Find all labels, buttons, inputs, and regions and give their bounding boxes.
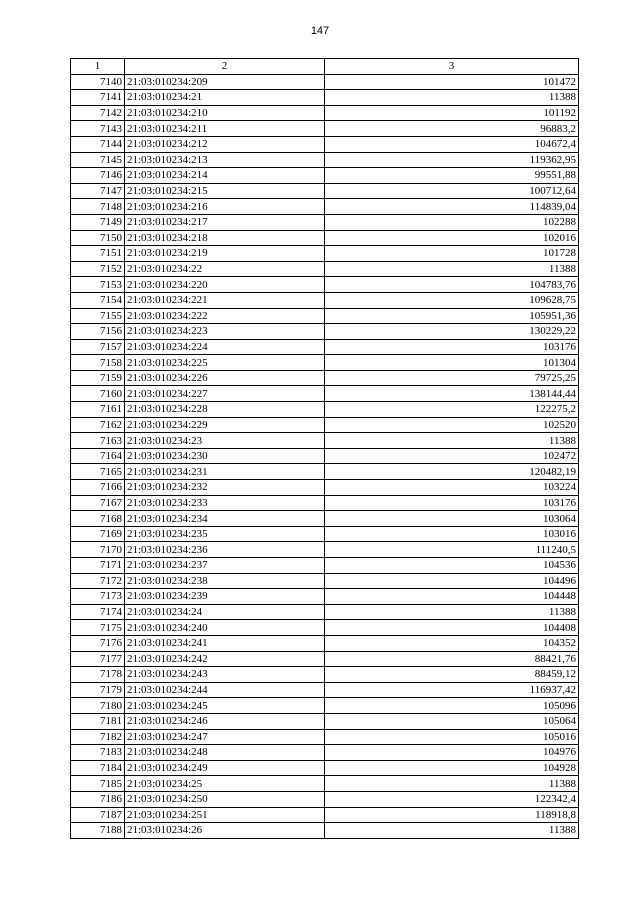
row-number-cell: 7176 — [71, 635, 125, 651]
row-number-cell: 7159 — [71, 370, 125, 386]
cadastral-number-cell: 21:03:010234:225 — [125, 355, 325, 371]
cadastral-number-cell: 21:03:010234:213 — [125, 152, 325, 168]
row-number-cell: 7175 — [71, 620, 125, 636]
table-row — [71, 573, 579, 589]
value-cell: 130229,22 — [325, 324, 579, 340]
table-row — [71, 713, 579, 729]
value-cell: 104496 — [325, 573, 579, 589]
table-row — [71, 168, 579, 184]
row-number-cell: 7153 — [71, 277, 125, 293]
row-number-cell: 7180 — [71, 698, 125, 714]
table-body — [71, 74, 579, 838]
cadastral-number-cell: 21:03:010234:224 — [125, 339, 325, 355]
table-row — [71, 386, 579, 402]
row-number-cell: 7152 — [71, 261, 125, 277]
row-number-cell: 7161 — [71, 402, 125, 418]
cadastral-number-cell: 21:03:010234:210 — [125, 105, 325, 121]
table-row — [71, 74, 579, 90]
cadastral-number-cell: 21:03:010234:212 — [125, 136, 325, 152]
row-number-cell: 7184 — [71, 760, 125, 776]
cadastral-number-cell: 21:03:010234:231 — [125, 464, 325, 480]
value-cell: 88421,76 — [325, 651, 579, 667]
value-cell: 79725,25 — [325, 370, 579, 386]
cadastral-number-cell: 21:03:010234:24 — [125, 604, 325, 620]
row-number-cell: 7154 — [71, 292, 125, 308]
cadastral-number-cell: 21:03:010234:248 — [125, 745, 325, 761]
row-number-cell: 7149 — [71, 214, 125, 230]
value-cell: 103016 — [325, 526, 579, 542]
value-cell: 104536 — [325, 558, 579, 574]
table-row — [71, 136, 579, 152]
value-cell: 11388 — [325, 823, 579, 839]
value-cell: 118918,8 — [325, 807, 579, 823]
row-number-cell: 7147 — [71, 183, 125, 199]
cadastral-table — [70, 58, 579, 839]
table-row — [71, 651, 579, 667]
table-row — [71, 729, 579, 745]
table-row — [71, 261, 579, 277]
row-number-cell: 7185 — [71, 776, 125, 792]
cadastral-number-cell: 21:03:010234:214 — [125, 168, 325, 184]
table-header-row — [71, 59, 579, 75]
value-cell: 88459,12 — [325, 667, 579, 683]
cadastral-number-cell: 21:03:010234:21 — [125, 90, 325, 106]
table-row — [71, 417, 579, 433]
table-row — [71, 199, 579, 215]
cadastral-number-cell: 21:03:010234:219 — [125, 246, 325, 262]
row-number-cell: 7160 — [71, 386, 125, 402]
cadastral-number-cell: 21:03:010234:242 — [125, 651, 325, 667]
table-row — [71, 635, 579, 651]
table-row — [71, 370, 579, 386]
row-number-cell: 7157 — [71, 339, 125, 355]
table-row — [71, 776, 579, 792]
value-cell: 105016 — [325, 729, 579, 745]
value-cell: 111240,5 — [325, 542, 579, 558]
table-row — [71, 339, 579, 355]
cadastral-number-cell: 21:03:010234:209 — [125, 74, 325, 90]
value-cell: 100712,64 — [325, 183, 579, 199]
table-row — [71, 246, 579, 262]
cadastral-number-cell: 21:03:010234:220 — [125, 277, 325, 293]
row-number-cell: 7140 — [71, 74, 125, 90]
value-cell: 99551,88 — [325, 168, 579, 184]
page-number: 147 — [310, 25, 330, 37]
row-number-cell: 7169 — [71, 526, 125, 542]
row-number-cell: 7145 — [71, 152, 125, 168]
table-row — [71, 495, 579, 511]
row-number-cell: 7170 — [71, 542, 125, 558]
row-number-cell: 7172 — [71, 573, 125, 589]
table-row — [71, 745, 579, 761]
table-row — [71, 464, 579, 480]
table-row — [71, 558, 579, 574]
cadastral-number-cell: 21:03:010234:237 — [125, 558, 325, 574]
table-row — [71, 90, 579, 106]
row-number-cell: 7163 — [71, 433, 125, 449]
table-row — [71, 807, 579, 823]
value-cell: 101728 — [325, 246, 579, 262]
table-row — [71, 791, 579, 807]
row-number-cell: 7146 — [71, 168, 125, 184]
value-cell: 103224 — [325, 480, 579, 496]
cadastral-number-cell: 21:03:010234:245 — [125, 698, 325, 714]
cadastral-number-cell: 21:03:010234:222 — [125, 308, 325, 324]
row-number-cell: 7155 — [71, 308, 125, 324]
value-cell: 102520 — [325, 417, 579, 433]
cadastral-number-cell: 21:03:010234:243 — [125, 667, 325, 683]
value-cell: 138144,44 — [325, 386, 579, 402]
row-number-cell: 7156 — [71, 324, 125, 340]
cadastral-number-cell: 21:03:010234:246 — [125, 713, 325, 729]
header-col-1: 1 — [71, 59, 125, 75]
row-number-cell: 7142 — [71, 105, 125, 121]
table-row — [71, 511, 579, 527]
value-cell: 103064 — [325, 511, 579, 527]
row-number-cell: 7186 — [71, 791, 125, 807]
table-row — [71, 152, 579, 168]
table-row — [71, 620, 579, 636]
row-number-cell: 7158 — [71, 355, 125, 371]
table-row — [71, 214, 579, 230]
cadastral-number-cell: 21:03:010234:247 — [125, 729, 325, 745]
value-cell: 104352 — [325, 635, 579, 651]
table-row — [71, 230, 579, 246]
cadastral-number-cell: 21:03:010234:218 — [125, 230, 325, 246]
value-cell: 11388 — [325, 261, 579, 277]
value-cell: 122342,4 — [325, 791, 579, 807]
cadastral-number-cell: 21:03:010234:230 — [125, 448, 325, 464]
cadastral-number-cell: 21:03:010234:244 — [125, 682, 325, 698]
row-number-cell: 7188 — [71, 823, 125, 839]
cadastral-number-cell: 21:03:010234:251 — [125, 807, 325, 823]
row-number-cell: 7162 — [71, 417, 125, 433]
cadastral-number-cell: 21:03:010234:240 — [125, 620, 325, 636]
cadastral-number-cell: 21:03:010234:26 — [125, 823, 325, 839]
value-cell: 122275,2 — [325, 402, 579, 418]
table-row — [71, 667, 579, 683]
value-cell: 101192 — [325, 105, 579, 121]
table-row — [71, 448, 579, 464]
value-cell: 101472 — [325, 74, 579, 90]
cadastral-number-cell: 21:03:010234:239 — [125, 589, 325, 605]
value-cell: 114839,04 — [325, 199, 579, 215]
row-number-cell: 7174 — [71, 604, 125, 620]
cadastral-number-cell: 21:03:010234:236 — [125, 542, 325, 558]
value-cell: 104408 — [325, 620, 579, 636]
table-row — [71, 355, 579, 371]
cadastral-number-cell: 21:03:010234:23 — [125, 433, 325, 449]
cadastral-number-cell: 21:03:010234:25 — [125, 776, 325, 792]
row-number-cell: 7173 — [71, 589, 125, 605]
row-number-cell: 7171 — [71, 558, 125, 574]
value-cell: 119362,95 — [325, 152, 579, 168]
value-cell: 105951,36 — [325, 308, 579, 324]
cadastral-number-cell: 21:03:010234:228 — [125, 402, 325, 418]
value-cell: 103176 — [325, 339, 579, 355]
cadastral-number-cell: 21:03:010234:221 — [125, 292, 325, 308]
cadastral-number-cell: 21:03:010234:234 — [125, 511, 325, 527]
table-row — [71, 324, 579, 340]
value-cell: 102288 — [325, 214, 579, 230]
value-cell: 104448 — [325, 589, 579, 605]
cadastral-number-cell: 21:03:010234:223 — [125, 324, 325, 340]
table-row — [71, 760, 579, 776]
value-cell: 104928 — [325, 760, 579, 776]
table-row — [71, 698, 579, 714]
value-cell: 11388 — [325, 604, 579, 620]
cadastral-number-cell: 21:03:010234:216 — [125, 199, 325, 215]
cadastral-number-cell: 21:03:010234:235 — [125, 526, 325, 542]
table-row — [71, 682, 579, 698]
row-number-cell: 7150 — [71, 230, 125, 246]
row-number-cell: 7168 — [71, 511, 125, 527]
cadastral-number-cell: 21:03:010234:215 — [125, 183, 325, 199]
header-col-2: 2 — [125, 59, 325, 75]
value-cell: 102016 — [325, 230, 579, 246]
row-number-cell: 7141 — [71, 90, 125, 106]
table-row — [71, 402, 579, 418]
value-cell: 104783,76 — [325, 277, 579, 293]
row-number-cell: 7151 — [71, 246, 125, 262]
row-number-cell: 7144 — [71, 136, 125, 152]
table-row — [71, 433, 579, 449]
value-cell: 102472 — [325, 448, 579, 464]
value-cell: 11388 — [325, 776, 579, 792]
table-row — [71, 105, 579, 121]
table-row — [71, 292, 579, 308]
row-number-cell: 7167 — [71, 495, 125, 511]
table-row — [71, 823, 579, 839]
row-number-cell: 7148 — [71, 199, 125, 215]
value-cell: 101304 — [325, 355, 579, 371]
cadastral-number-cell: 21:03:010234:233 — [125, 495, 325, 511]
value-cell: 11388 — [325, 433, 579, 449]
table-row — [71, 589, 579, 605]
cadastral-number-cell: 21:03:010234:229 — [125, 417, 325, 433]
cadastral-number-cell: 21:03:010234:250 — [125, 791, 325, 807]
row-number-cell: 7183 — [71, 745, 125, 761]
cadastral-number-cell: 21:03:010234:217 — [125, 214, 325, 230]
value-cell: 105064 — [325, 713, 579, 729]
table-row — [71, 308, 579, 324]
cadastral-number-cell: 21:03:010234:232 — [125, 480, 325, 496]
value-cell: 116937,42 — [325, 682, 579, 698]
table-row — [71, 480, 579, 496]
value-cell: 103176 — [325, 495, 579, 511]
value-cell: 104672,4 — [325, 136, 579, 152]
row-number-cell: 7177 — [71, 651, 125, 667]
value-cell: 105096 — [325, 698, 579, 714]
row-number-cell: 7182 — [71, 729, 125, 745]
table-row — [71, 277, 579, 293]
value-cell: 120482,19 — [325, 464, 579, 480]
row-number-cell: 7187 — [71, 807, 125, 823]
table-row — [71, 542, 579, 558]
cadastral-number-cell: 21:03:010234:249 — [125, 760, 325, 776]
table-row — [71, 183, 579, 199]
table-row — [71, 526, 579, 542]
row-number-cell: 7165 — [71, 464, 125, 480]
row-number-cell: 7143 — [71, 121, 125, 137]
cadastral-number-cell: 21:03:010234:211 — [125, 121, 325, 137]
cadastral-number-cell: 21:03:010234:22 — [125, 261, 325, 277]
cadastral-number-cell: 21:03:010234:227 — [125, 386, 325, 402]
cadastral-number-cell: 21:03:010234:226 — [125, 370, 325, 386]
row-number-cell: 7164 — [71, 448, 125, 464]
row-number-cell: 7181 — [71, 713, 125, 729]
row-number-cell: 7178 — [71, 667, 125, 683]
value-cell: 104976 — [325, 745, 579, 761]
table-row — [71, 604, 579, 620]
table-row — [71, 121, 579, 137]
cadastral-number-cell: 21:03:010234:241 — [125, 635, 325, 651]
row-number-cell: 7166 — [71, 480, 125, 496]
cadastral-number-cell: 21:03:010234:238 — [125, 573, 325, 589]
value-cell: 96883,2 — [325, 121, 579, 137]
value-cell: 109628,75 — [325, 292, 579, 308]
header-col-3: 3 — [325, 59, 579, 75]
row-number-cell: 7179 — [71, 682, 125, 698]
value-cell: 11388 — [325, 90, 579, 106]
